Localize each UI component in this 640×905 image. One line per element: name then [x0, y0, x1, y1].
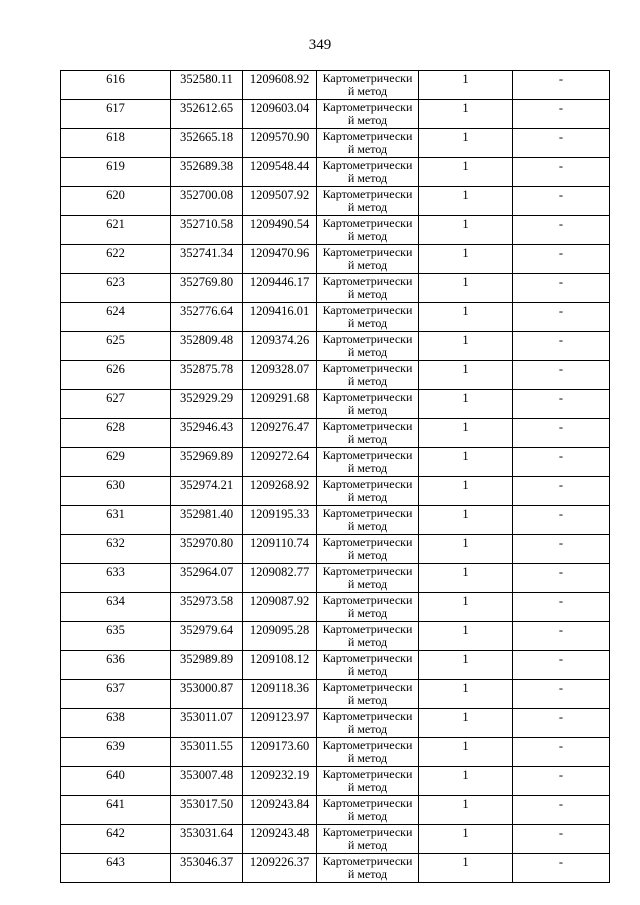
y-coordinate-cell: 1209268.92 [243, 477, 317, 506]
method-cell [317, 390, 419, 419]
error-cell: 1 [419, 651, 513, 680]
method-line-1: Картометрически [322, 216, 413, 230]
table-row [61, 303, 610, 332]
error-cell: 1 [419, 448, 513, 477]
method-cell [317, 506, 419, 535]
note-cell: - [513, 71, 610, 100]
y-coordinate-cell: 1209087.92 [243, 593, 317, 622]
note-cell: - [513, 535, 610, 564]
note-cell: - [513, 506, 610, 535]
method-line-2: й метод [347, 722, 388, 736]
method-line-2: й метод [347, 461, 388, 475]
y-coordinate-cell: 1209095.28 [243, 622, 317, 651]
coordinates-table [60, 70, 610, 883]
table-row [61, 216, 610, 245]
method-cell [317, 767, 419, 796]
note-cell: - [513, 390, 610, 419]
method-line-1: Картометрически [322, 419, 413, 433]
x-coordinate-cell: 353031.64 [171, 825, 243, 854]
method-cell [317, 709, 419, 738]
table-row [61, 854, 610, 883]
y-coordinate-cell: 1209082.77 [243, 564, 317, 593]
method-cell [317, 825, 419, 854]
table-row [61, 535, 610, 564]
method-cell [317, 419, 419, 448]
y-coordinate-cell: 1209243.48 [243, 825, 317, 854]
table-row [61, 564, 610, 593]
table-row [61, 129, 610, 158]
table-row [61, 71, 610, 100]
x-coordinate-cell: 352776.64 [171, 303, 243, 332]
error-cell: 1 [419, 709, 513, 738]
y-coordinate-cell: 1209173.60 [243, 738, 317, 767]
method-line-2: й метод [347, 84, 388, 98]
note-cell: - [513, 796, 610, 825]
x-coordinate-cell: 352979.64 [171, 622, 243, 651]
y-coordinate-cell: 1209603.04 [243, 100, 317, 129]
y-coordinate-cell: 1209608.92 [243, 71, 317, 100]
method-line-1: Картометрически [322, 506, 413, 520]
error-cell: 1 [419, 187, 513, 216]
method-line-2: й метод [347, 229, 388, 243]
point-number-cell: 638 [61, 709, 171, 738]
method-line-1: Картометрически [322, 767, 413, 781]
point-number-cell: 625 [61, 332, 171, 361]
method-line-2: й метод [347, 200, 388, 214]
method-line-1: Картометрически [322, 796, 413, 810]
method-cell [317, 854, 419, 883]
x-coordinate-cell: 352875.78 [171, 361, 243, 390]
y-coordinate-cell: 1209291.68 [243, 390, 317, 419]
note-cell: - [513, 622, 610, 651]
error-cell: 1 [419, 361, 513, 390]
point-number-cell: 620 [61, 187, 171, 216]
note-cell: - [513, 274, 610, 303]
note-cell: - [513, 303, 610, 332]
error-cell: 1 [419, 332, 513, 361]
method-line-2: й метод [347, 577, 388, 591]
note-cell: - [513, 477, 610, 506]
x-coordinate-cell: 352689.38 [171, 158, 243, 187]
point-number-cell: 636 [61, 651, 171, 680]
table-row [61, 593, 610, 622]
method-cell [317, 274, 419, 303]
x-coordinate-cell: 353011.55 [171, 738, 243, 767]
point-number-cell: 621 [61, 216, 171, 245]
point-number-cell: 642 [61, 825, 171, 854]
method-line-1: Картометрически [322, 680, 413, 694]
method-cell [317, 622, 419, 651]
error-cell: 1 [419, 245, 513, 274]
point-number-cell: 629 [61, 448, 171, 477]
method-line-1: Картометрически [322, 187, 413, 201]
method-cell [317, 361, 419, 390]
y-coordinate-cell: 1209490.54 [243, 216, 317, 245]
method-line-2: й метод [347, 809, 388, 823]
table-row [61, 738, 610, 767]
method-cell [317, 680, 419, 709]
x-coordinate-cell: 353011.07 [171, 709, 243, 738]
x-coordinate-cell: 352973.58 [171, 593, 243, 622]
method-line-1: Картометрически [322, 854, 413, 868]
x-coordinate-cell: 352741.34 [171, 245, 243, 274]
note-cell: - [513, 187, 610, 216]
x-coordinate-cell: 353007.48 [171, 767, 243, 796]
method-line-1: Картометрически [322, 825, 413, 839]
table-row [61, 709, 610, 738]
table-row [61, 245, 610, 274]
method-line-2: й метод [347, 780, 388, 794]
point-number-cell: 616 [61, 71, 171, 100]
method-line-2: й метод [347, 345, 388, 359]
method-line-2: й метод [347, 113, 388, 127]
method-line-1: Картометрически [322, 100, 413, 114]
table-row [61, 622, 610, 651]
y-coordinate-cell: 1209226.37 [243, 854, 317, 883]
method-line-2: й метод [347, 171, 388, 185]
error-cell: 1 [419, 419, 513, 448]
point-number-cell: 641 [61, 796, 171, 825]
note-cell: - [513, 854, 610, 883]
x-coordinate-cell: 352769.80 [171, 274, 243, 303]
error-cell: 1 [419, 100, 513, 129]
method-cell [317, 245, 419, 274]
point-number-cell: 632 [61, 535, 171, 564]
table-row [61, 419, 610, 448]
point-number-cell: 617 [61, 100, 171, 129]
error-cell: 1 [419, 303, 513, 332]
note-cell: - [513, 564, 610, 593]
method-line-1: Картометрически [322, 303, 413, 317]
error-cell: 1 [419, 767, 513, 796]
point-number-cell: 623 [61, 274, 171, 303]
method-cell [317, 332, 419, 361]
x-coordinate-cell: 352580.11 [171, 71, 243, 100]
method-cell [317, 535, 419, 564]
point-number-cell: 635 [61, 622, 171, 651]
y-coordinate-cell: 1209446.17 [243, 274, 317, 303]
point-number-cell: 626 [61, 361, 171, 390]
error-cell: 1 [419, 274, 513, 303]
method-cell [317, 129, 419, 158]
error-cell: 1 [419, 71, 513, 100]
method-line-2: й метод [347, 258, 388, 272]
method-cell [317, 303, 419, 332]
method-cell [317, 564, 419, 593]
table-row [61, 448, 610, 477]
method-line-2: й метод [347, 838, 388, 852]
table-row [61, 825, 610, 854]
note-cell: - [513, 825, 610, 854]
error-cell: 1 [419, 535, 513, 564]
y-coordinate-cell: 1209110.74 [243, 535, 317, 564]
method-line-2: й метод [347, 374, 388, 388]
point-number-cell: 637 [61, 680, 171, 709]
note-cell: - [513, 216, 610, 245]
table-row [61, 477, 610, 506]
y-coordinate-cell: 1209123.97 [243, 709, 317, 738]
y-coordinate-cell: 1209548.44 [243, 158, 317, 187]
point-number-cell: 640 [61, 767, 171, 796]
method-cell [317, 158, 419, 187]
x-coordinate-cell: 352964.07 [171, 564, 243, 593]
point-number-cell: 643 [61, 854, 171, 883]
coordinates-table-body [61, 71, 610, 883]
method-line-2: й метод [347, 606, 388, 620]
error-cell: 1 [419, 564, 513, 593]
method-line-1: Картометрически [322, 274, 413, 288]
x-coordinate-cell: 352929.29 [171, 390, 243, 419]
method-cell [317, 477, 419, 506]
x-coordinate-cell: 352710.58 [171, 216, 243, 245]
table-row [61, 506, 610, 535]
method-line-1: Картометрически [322, 332, 413, 346]
y-coordinate-cell: 1209328.07 [243, 361, 317, 390]
page-number: 349 [308, 37, 332, 53]
method-line-2: й метод [347, 751, 388, 765]
note-cell: - [513, 651, 610, 680]
table-row [61, 274, 610, 303]
error-cell: 1 [419, 506, 513, 535]
error-cell: 1 [419, 622, 513, 651]
error-cell: 1 [419, 738, 513, 767]
note-cell: - [513, 332, 610, 361]
table-row [61, 651, 610, 680]
note-cell: - [513, 419, 610, 448]
x-coordinate-cell: 352981.40 [171, 506, 243, 535]
method-line-2: й метод [347, 548, 388, 562]
y-coordinate-cell: 1209374.26 [243, 332, 317, 361]
table-row [61, 796, 610, 825]
point-number-cell: 639 [61, 738, 171, 767]
y-coordinate-cell: 1209570.90 [243, 129, 317, 158]
error-cell: 1 [419, 680, 513, 709]
note-cell: - [513, 448, 610, 477]
x-coordinate-cell: 352665.18 [171, 129, 243, 158]
method-line-1: Картометрически [322, 709, 413, 723]
error-cell: 1 [419, 477, 513, 506]
note-cell: - [513, 593, 610, 622]
method-line-1: Картометрически [322, 564, 413, 578]
method-line-2: й метод [347, 432, 388, 446]
method-line-1: Картометрически [322, 738, 413, 752]
method-line-2: й метод [347, 693, 388, 707]
note-cell: - [513, 767, 610, 796]
table-row [61, 767, 610, 796]
error-cell: 1 [419, 390, 513, 419]
note-cell: - [513, 738, 610, 767]
point-number-cell: 618 [61, 129, 171, 158]
point-number-cell: 619 [61, 158, 171, 187]
method-cell [317, 738, 419, 767]
method-line-1: Картометрически [322, 477, 413, 491]
method-cell [317, 216, 419, 245]
method-cell [317, 448, 419, 477]
y-coordinate-cell: 1209276.47 [243, 419, 317, 448]
x-coordinate-cell: 353000.87 [171, 680, 243, 709]
table-row [61, 332, 610, 361]
note-cell: - [513, 129, 610, 158]
method-line-1: Картометрически [322, 245, 413, 259]
method-cell [317, 651, 419, 680]
x-coordinate-cell: 352970.80 [171, 535, 243, 564]
table-row [61, 680, 610, 709]
point-number-cell: 633 [61, 564, 171, 593]
method-line-2: й метод [347, 142, 388, 156]
note-cell: - [513, 158, 610, 187]
x-coordinate-cell: 352700.08 [171, 187, 243, 216]
method-line-1: Картометрически [322, 390, 413, 404]
x-coordinate-cell: 352974.21 [171, 477, 243, 506]
method-line-2: й метод [347, 519, 388, 533]
x-coordinate-cell: 353046.37 [171, 854, 243, 883]
y-coordinate-cell: 1209470.96 [243, 245, 317, 274]
y-coordinate-cell: 1209195.33 [243, 506, 317, 535]
method-line-2: й метод [347, 664, 388, 678]
error-cell: 1 [419, 796, 513, 825]
table-row [61, 100, 610, 129]
y-coordinate-cell: 1209507.92 [243, 187, 317, 216]
error-cell: 1 [419, 158, 513, 187]
x-coordinate-cell: 352946.43 [171, 419, 243, 448]
method-cell [317, 71, 419, 100]
x-coordinate-cell: 352612.65 [171, 100, 243, 129]
method-line-2: й метод [347, 403, 388, 417]
method-line-2: й метод [347, 287, 388, 301]
note-cell: - [513, 245, 610, 274]
point-number-cell: 630 [61, 477, 171, 506]
y-coordinate-cell: 1209272.64 [243, 448, 317, 477]
method-line-1: Картометрически [322, 129, 413, 143]
error-cell: 1 [419, 825, 513, 854]
error-cell: 1 [419, 129, 513, 158]
table-row [61, 390, 610, 419]
error-cell: 1 [419, 216, 513, 245]
point-number-cell: 624 [61, 303, 171, 332]
method-line-2: й метод [347, 490, 388, 504]
method-cell [317, 796, 419, 825]
method-line-2: й метод [347, 867, 388, 881]
x-coordinate-cell: 353017.50 [171, 796, 243, 825]
error-cell: 1 [419, 593, 513, 622]
method-line-1: Картометрически [322, 361, 413, 375]
method-cell [317, 593, 419, 622]
note-cell: - [513, 361, 610, 390]
table-row [61, 361, 610, 390]
method-line-2: й метод [347, 316, 388, 330]
point-number-cell: 627 [61, 390, 171, 419]
method-line-1: Картометрически [322, 593, 413, 607]
method-cell [317, 100, 419, 129]
note-cell: - [513, 709, 610, 738]
x-coordinate-cell: 352989.89 [171, 651, 243, 680]
method-line-1: Картометрически [322, 622, 413, 636]
table-row [61, 187, 610, 216]
method-cell [317, 187, 419, 216]
method-line-1: Картометрически [322, 158, 413, 172]
method-line-1: Картометрически [322, 71, 413, 85]
note-cell: - [513, 100, 610, 129]
y-coordinate-cell: 1209243.84 [243, 796, 317, 825]
method-line-1: Картометрически [322, 448, 413, 462]
method-line-1: Картометрически [322, 535, 413, 549]
point-number-cell: 622 [61, 245, 171, 274]
x-coordinate-cell: 352969.89 [171, 448, 243, 477]
table-row [61, 158, 610, 187]
error-cell: 1 [419, 854, 513, 883]
x-coordinate-cell: 352809.48 [171, 332, 243, 361]
y-coordinate-cell: 1209108.12 [243, 651, 317, 680]
method-line-1: Картометрически [322, 651, 413, 665]
method-line-2: й метод [347, 635, 388, 649]
y-coordinate-cell: 1209232.19 [243, 767, 317, 796]
point-number-cell: 631 [61, 506, 171, 535]
point-number-cell: 628 [61, 419, 171, 448]
note-cell: - [513, 680, 610, 709]
y-coordinate-cell: 1209118.36 [243, 680, 317, 709]
y-coordinate-cell: 1209416.01 [243, 303, 317, 332]
point-number-cell: 634 [61, 593, 171, 622]
